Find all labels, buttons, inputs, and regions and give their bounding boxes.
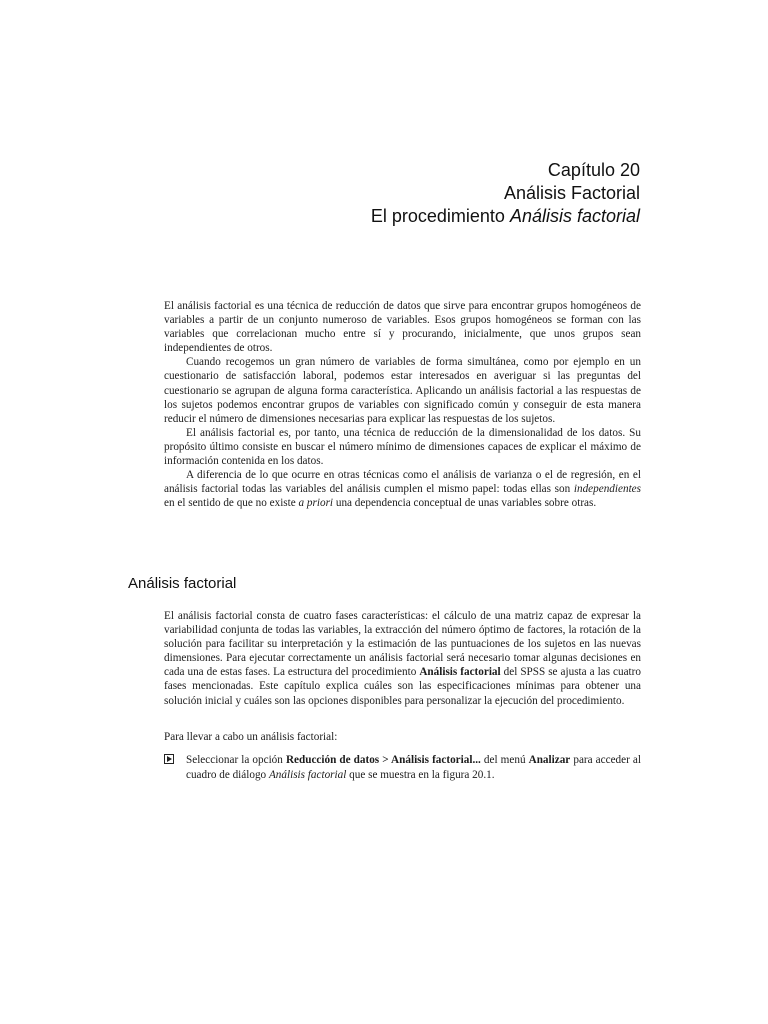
intro-paragraph-3: El análisis factorial es, por tanto, una técnica de reducción de la dimensionalidad de los datos. Su propósito último consiste en buscar el número mínimo de dimensiones capaces de explicar el máximo de información contenida en los datos. xyxy=(164,426,641,468)
intro-p4-text-b: en el sentido de que no existe xyxy=(164,497,299,510)
section-text xyxy=(164,609,641,708)
step-text-e: para acceder al cuadro de diálogo xyxy=(186,754,641,781)
chapter-subtitle-prefix: El procedimiento xyxy=(370,206,510,226)
step-text-g: que se muestra en la figura 20.1. xyxy=(346,768,495,781)
step-menu-path: Reducción de datos > Análisis factorial... xyxy=(285,754,481,766)
chapter-subtitle-italic: Análisis factorial xyxy=(509,206,640,226)
procedure-lead-in: Para llevar a cabo un análisis factorial: xyxy=(164,731,338,743)
chapter-number: Capítulo 20 xyxy=(547,160,640,180)
intro-text xyxy=(164,299,641,510)
chapter-subtitle xyxy=(371,205,640,227)
intro-p4-text-c: una dependencia conceptual de unas variables sobre otras. xyxy=(333,497,597,510)
section-p1-bold: Análisis factorial xyxy=(419,666,501,679)
intro-p4-italic-2: a priori xyxy=(298,497,334,510)
intro-paragraph-1: El análisis factorial es una técnica de reducción de datos que sirve para encontrar grupos homogéneos de variables a partir de un conjunto numeroso de variables. Esos grupos homogéneos se forman con las variables que correlacionan mucho entre sí y procurando, inicialmente, que unos grupos sean independientes de otros. xyxy=(164,300,641,355)
section-p1-text-a: El análisis factorial consta de cuatro fases características: el cálculo de una matriz capaz de expresar la variabilidad conjunta de todas las variables, la extracción del número óptimo de factores, la rotación de la solución para facilitar su interpretación y la estimación de las puntuaciones de los sujetos en las nuevas dimensiones. Para ejecutar correctamente un análisis factorial será necesario tomar algunas decisiones en cada una de estas fases. La estructura del procedimiento xyxy=(164,610,641,679)
step-text-a: Seleccionar la opción xyxy=(186,754,286,766)
chapter-title: Análisis Factorial xyxy=(503,183,640,203)
intro-paragraph-4 xyxy=(164,468,641,510)
step-text-c: del menú xyxy=(480,754,529,766)
step-dialog-name: Análisis factorial xyxy=(268,768,347,781)
procedure-step-text xyxy=(186,753,641,782)
procedure-step xyxy=(164,753,641,782)
section-title: Análisis factorial xyxy=(128,575,237,592)
section-paragraph-1 xyxy=(164,609,641,708)
section-p1-text-c: del SPSS se ajusta a las cuatro fases mencionadas. Este capítulo explica cuáles son las especificaciones mínimas para obtener una solución inicial y cuáles son las opciones disponibles para personalizar la ejecución del procedimiento. xyxy=(164,666,641,707)
intro-paragraph-2: Cuando recogemos un gran número de variables de forma simultánea, como por ejemplo en un cuestionario de satisfacción laboral, podemos estar interesados en averiguar si las preguntas del cuestionario se agrupan de alguna forma característica. Aplicando un análisis factorial a las respuestas de los sujetos podemos encontrar grupos de variables con significado común y conseguir de esta manera reducir el número de dimensiones necesarias para explicar las respuestas de los sujetos. xyxy=(164,356,641,425)
intro-p4-text-a: A diferencia de lo que ocurre en otras técnicas como el análisis de varianza o el de regresión, en el análisis factorial todas las variables del análisis cumplen el mismo papel: todas ellas son xyxy=(164,469,641,496)
step-menu-name: Analizar xyxy=(528,754,571,766)
intro-p4-italic-1: independientes xyxy=(573,483,641,496)
step-arrow-icon xyxy=(164,754,174,764)
